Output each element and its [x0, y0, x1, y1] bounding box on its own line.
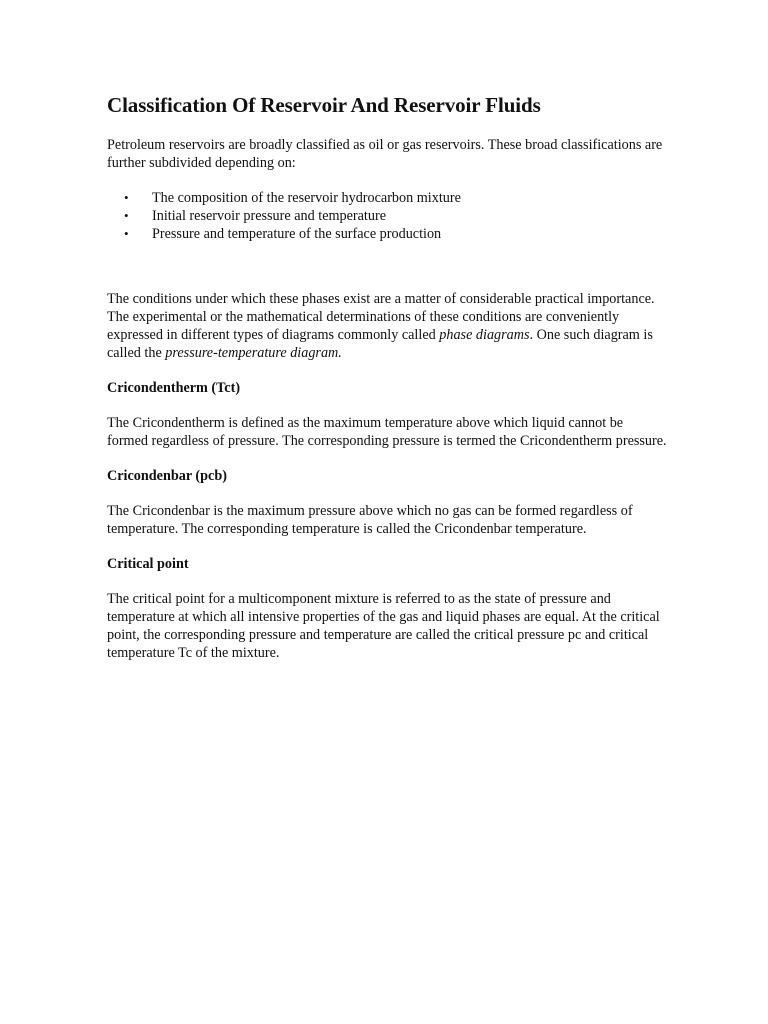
intro-paragraph: Petroleum reservoirs are broadly classified as oil or gas reservoirs. These broad classifications are further subdivided depending on:	[107, 137, 663, 171]
section-body-critical-point: The critical point for a multicomponent mixture is referred to as the state of pressure and temperature at which all intensive properties of the gas and liquid phases are equal. At the critical point, the corresponding pressure and temperature are called the critical pressure pc and critical temperature Tc of the mixture.	[107, 591, 660, 661]
phase-diagrams-term: phase diagrams	[439, 327, 530, 343]
classification-criteria-list	[107, 189, 667, 243]
document-title: Classification Of Reservoir And Reservoir Fluids	[107, 93, 541, 117]
document-page	[107, 90, 667, 662]
section-heading-critical-point: Critical point	[107, 556, 189, 572]
pt-diagram-term: pressure-temperature diagram.	[165, 345, 342, 361]
list-item: • Initial reservoir pressure and temperature	[152, 207, 667, 225]
conditions-text-2: . One such diagram is called the	[107, 327, 653, 361]
conditions-text-1: The conditions under which these phases exist are a matter of considerable practical importance. The experimental or the mathematical determinations of these conditions are conveniently expressed in different types of diagrams commonly called	[107, 291, 655, 343]
section-heading-cricondentherm: Cricondentherm (Tct)	[107, 380, 241, 396]
list-item: • The composition of the reservoir hydrocarbon mixture	[152, 189, 667, 207]
conditions-paragraph	[107, 290, 667, 362]
section-body-cricondentherm: The Cricondentherm is defined as the maximum temperature above which liquid cannot be formed regardless of pressure. The corresponding pressure is termed the Cricondentherm pressure.	[107, 415, 667, 449]
list-item: • Pressure and temperature of the surface production	[152, 225, 667, 243]
section-heading-cricondenbar: Cricondenbar (pcb)	[107, 468, 227, 484]
section-body-cricondenbar: The Cricondenbar is the maximum pressure above which no gas can be formed regardless of temperature. The corresponding temperature is called the Cricondenbar temperature.	[107, 503, 633, 537]
